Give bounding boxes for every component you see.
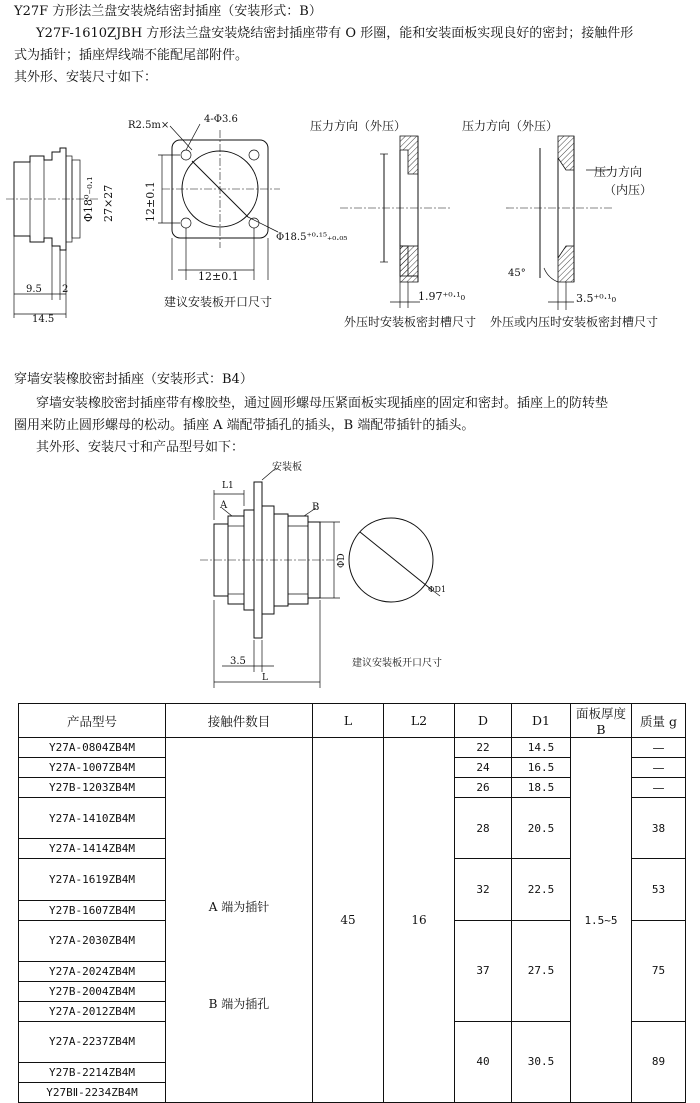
header-model: 产品型号: [19, 704, 166, 738]
l2-value-cell: 16: [384, 738, 455, 1103]
dim-14-5: 14.5: [32, 314, 55, 325]
dim-4phi: 4-Φ3.6: [204, 114, 238, 125]
bulkhead-socket-drawing: [0, 460, 700, 695]
label-phi-d1: ΦD1: [428, 585, 447, 594]
d-value-cell: 37: [455, 920, 512, 1021]
table-header-row: [19, 704, 686, 738]
dim-1-97: 1.97⁺⁰·¹₀: [418, 290, 466, 303]
header-contacts: 接触件数目: [166, 704, 313, 738]
header-thickness: 面板厚度 B: [571, 704, 632, 738]
mass-cell: 53: [632, 859, 686, 920]
d1-value-cell: 27.5: [512, 920, 571, 1021]
mass-cell: —: [632, 758, 686, 778]
caption-panel-opening: 建议安装板开口尺寸: [164, 295, 273, 309]
label-pressure-out-2: 压力方向（外压）: [462, 119, 559, 133]
caption-groove-external: 外压时安装板密封槽尺寸: [344, 315, 477, 329]
model-cell: Y27B-2214ZB4M: [19, 1063, 166, 1083]
d-value-cell: 24: [455, 758, 512, 778]
l-value-cell: 45: [313, 738, 384, 1103]
label-pressure-out-1: 压力方向（外压）: [310, 119, 407, 133]
dim-3-5: 3.5⁺⁰·¹₀: [576, 292, 617, 305]
section1-paragraph-line2: 式为插针；插座焊线端不能配尾部附件。: [14, 48, 249, 63]
section1-title: Y27F 方形法兰盘安装烧结密封插座（安装形式：B）: [14, 4, 322, 19]
groove-both-pressure: [506, 136, 612, 310]
header-d1: D1: [512, 704, 571, 738]
dim-27x27: 27×27: [102, 184, 115, 222]
model-cell: Y27A-0804ZB4M: [19, 738, 166, 758]
d-value-cell: 22: [455, 738, 512, 758]
model-cell: Y27A-1007ZB4M: [19, 758, 166, 778]
d1-value-cell: 22.5: [512, 859, 571, 920]
dim-2: 2: [62, 284, 69, 295]
d-value-cell: 28: [455, 798, 512, 859]
d1-value-cell: 30.5: [512, 1021, 571, 1102]
product-table: [18, 703, 686, 1103]
label-pressure-in-1: 压力方向: [594, 165, 643, 179]
d-value-cell: 40: [455, 1021, 512, 1102]
label-phi-d: ΦD: [337, 553, 347, 568]
label-mounting-plate: 安装板: [272, 462, 302, 473]
flange-socket-drawing: [0, 100, 700, 340]
socket-side-view: [6, 148, 98, 318]
dim-phi18: Φ18⁰₋₀.₁: [82, 176, 95, 222]
d1-value-cell: 20.5: [512, 798, 571, 859]
mass-cell: 89: [632, 1021, 686, 1102]
d1-value-cell: 14.5: [512, 738, 571, 758]
d-value-cell: 26: [455, 778, 512, 798]
header-mass: 质量 g: [632, 704, 686, 738]
contact-a-label: A 端为插针: [208, 900, 270, 914]
table-row: [19, 738, 686, 758]
label-l1: L1: [222, 481, 234, 491]
section2-paragraph-line3: 其外形、安装尺寸和产品型号如下：: [36, 440, 245, 455]
model-cell: Y27A-2030ZB4M: [19, 920, 166, 961]
model-cell: Y27BⅡ-2234ZB4M: [19, 1083, 166, 1103]
model-cell: Y27A-2024ZB4M: [19, 961, 166, 981]
mass-cell: —: [632, 738, 686, 758]
model-cell: Y27B-1203ZB4M: [19, 778, 166, 798]
caption-groove-both: 外压或内压时安装板密封槽尺寸: [490, 315, 659, 329]
section1-paragraph-line1: Y27F-1610ZJBH 方形法兰盘安装烧结密封插座带有 O 形圈，能和安装面板实现良好的密封；接触件形: [36, 26, 634, 41]
dim-9-5: 9.5: [26, 284, 42, 295]
section1-paragraph-line3: 其外形、安装尺寸如下：: [14, 70, 158, 85]
panel-cutout-circle: [349, 518, 440, 602]
mass-cell: 75: [632, 920, 686, 1021]
dim-12-vertical: 12±0.1: [144, 181, 157, 222]
section2-paragraph-line2: 圈用来防止圆形螺母的松动。插座 A 端配带插孔的插头，B 端配带插针的插头。: [14, 418, 475, 433]
mass-cell: 38: [632, 798, 686, 859]
dim-45: 45°: [508, 268, 526, 279]
header-l2: L2: [384, 704, 455, 738]
d-value-cell: 32: [455, 859, 512, 920]
dim-12-horizontal: 12±0.1: [198, 270, 239, 283]
section2-title: 穿墙安装橡胶密封插座（安装形式：B4）: [14, 372, 253, 387]
label-end-a: A: [220, 500, 228, 511]
contact-b-label: B 端为插孔: [208, 997, 270, 1011]
label-end-b: B: [312, 502, 320, 513]
model-cell: Y27B-2004ZB4M: [19, 981, 166, 1001]
model-cell: Y27B-1607ZB4M: [19, 900, 166, 920]
model-cell: Y27A-1619ZB4M: [19, 859, 166, 900]
model-cell: Y27A-2012ZB4M: [19, 1001, 166, 1021]
model-cell: Y27A-1410ZB4M: [19, 798, 166, 839]
caption-cutout: 建议安装板开口尺寸: [352, 658, 442, 669]
thickness-cell: 1.5~5: [571, 738, 632, 1103]
label-3-5: 3.5: [230, 656, 246, 667]
d1-value-cell: 18.5: [512, 778, 571, 798]
model-cell: Y27A-2237ZB4M: [19, 1021, 166, 1062]
mass-cell: —: [632, 778, 686, 798]
model-cell: Y27A-1414ZB4M: [19, 839, 166, 859]
label-pressure-in-2: （内压）: [604, 183, 653, 197]
panel-opening-view: [158, 124, 280, 280]
header-l: L: [313, 704, 384, 738]
dim-r25: R2.5m×: [128, 120, 170, 131]
section2-paragraph-line1: 穿墙安装橡胶密封插座带有橡胶垫，通过圆形螺母压紧面板实现插座的固定和密封。插座上的防转垫: [36, 396, 609, 411]
header-d: D: [455, 704, 512, 738]
dim-phi18-5: Φ18.5⁺⁰·¹⁵₊₀.₀₅: [276, 232, 348, 243]
label-l: L: [262, 673, 268, 683]
groove-external-pressure: [340, 136, 452, 308]
contacts-cell: [166, 738, 313, 1103]
d1-value-cell: 16.5: [512, 758, 571, 778]
